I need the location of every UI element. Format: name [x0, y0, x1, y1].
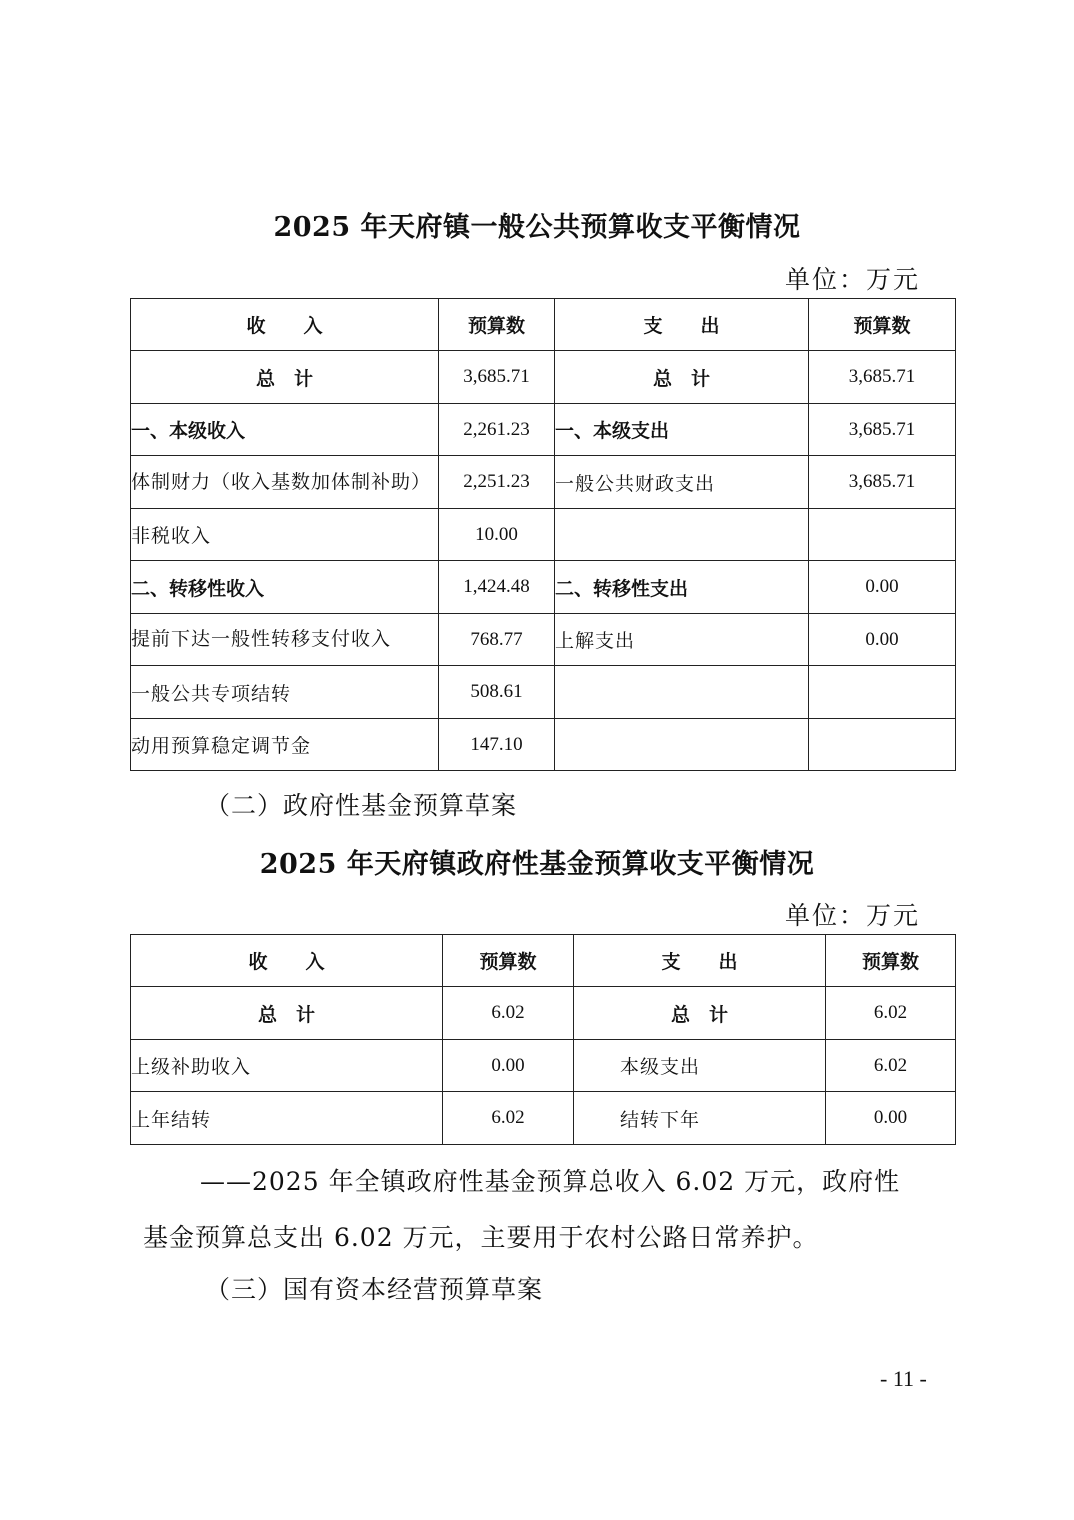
- income-item: 一、本级收入: [131, 404, 439, 456]
- expense-item: 一般公共财政支出: [555, 456, 809, 509]
- income-amount: 1,424.48: [439, 561, 555, 614]
- expense-amount: 6.02: [826, 1040, 956, 1092]
- expense-item: 结转下年: [574, 1092, 826, 1145]
- total-income-label: 总 计: [131, 351, 439, 404]
- header-income-amount: 预算数: [439, 299, 555, 351]
- expense-amount: [809, 666, 956, 719]
- expense-amount: 3,685.71: [809, 404, 956, 456]
- total-income-amount: 6.02: [443, 987, 574, 1040]
- table-row: [131, 561, 956, 614]
- total-row: [131, 987, 956, 1040]
- income-item: 体制财力（收入基数加体制补助）: [131, 456, 439, 509]
- income-item: 二、转移性收入: [131, 561, 439, 614]
- table1-title: 2025 年天府镇一般公共预算收支平衡情况: [273, 212, 801, 243]
- table-row: [131, 509, 956, 561]
- expense-item: [555, 666, 809, 719]
- header-income-amount: 预算数: [443, 935, 574, 987]
- income-amount: 2,251.23: [439, 456, 555, 509]
- expense-amount: 3,685.71: [809, 456, 956, 509]
- table-row: [131, 666, 956, 719]
- expense-item: 二、转移性支出: [555, 561, 809, 614]
- table2-title: 2025 年天府镇政府性基金预算收支平衡情况: [259, 849, 815, 880]
- table2-unit: 单位：万元: [784, 901, 920, 930]
- table1-unit: 单位：万元: [784, 265, 920, 294]
- header-expense: 支 出: [574, 935, 826, 987]
- table-row: [131, 456, 956, 509]
- income-amount: 0.00: [443, 1040, 574, 1092]
- total-row: [131, 351, 956, 404]
- expense-item: 上解支出: [555, 614, 809, 666]
- income-item: 动用预算稳定调节金: [131, 719, 439, 771]
- fund-budget-table: [130, 934, 956, 1145]
- header-income: 收 入: [131, 299, 439, 351]
- total-expense-amount: 6.02: [826, 987, 956, 1040]
- general-budget-table: [130, 298, 956, 771]
- header-income: 收 入: [131, 935, 443, 987]
- income-amount: 6.02: [443, 1092, 574, 1145]
- paragraph-line-1: ——2025 年全镇政府性基金预算总收入 6.02 万元，政府性: [200, 1167, 901, 1196]
- expense-amount: 0.00: [809, 561, 956, 614]
- income-item: 非税收入: [131, 509, 439, 561]
- income-amount: 147.10: [439, 719, 555, 771]
- expense-item: [555, 719, 809, 771]
- income-item: 上级补助收入: [131, 1040, 443, 1092]
- table-header-row: [131, 299, 956, 351]
- income-item: 提前下达一般性转移支付收入: [131, 614, 439, 666]
- expense-amount: [809, 509, 956, 561]
- income-item: 上年结转: [131, 1092, 443, 1145]
- table-row: [131, 404, 956, 456]
- section2-heading: （二）政府性基金预算草案: [205, 791, 518, 820]
- header-expense-amount: 预算数: [809, 299, 956, 351]
- table-row: [131, 719, 956, 771]
- expense-item: [555, 509, 809, 561]
- income-amount: 10.00: [439, 509, 555, 561]
- total-expense-amount: 3,685.71: [809, 351, 956, 404]
- header-expense-amount: 预算数: [826, 935, 956, 987]
- income-amount: 508.61: [439, 666, 555, 719]
- header-expense: 支 出: [555, 299, 809, 351]
- paragraph-line-2: 基金预算总支出 6.02 万元，主要用于农村公路日常养护。: [143, 1223, 819, 1252]
- expense-item: 本级支出: [574, 1040, 826, 1092]
- income-amount: 768.77: [439, 614, 555, 666]
- table-row: [131, 614, 956, 666]
- table-row: [131, 1092, 956, 1145]
- income-amount: 2,261.23: [439, 404, 555, 456]
- total-income-label: 总 计: [131, 987, 443, 1040]
- expense-item: 一、本级支出: [555, 404, 809, 456]
- total-expense-label: 总 计: [574, 987, 826, 1040]
- table-row: [131, 1040, 956, 1092]
- total-expense-label: 总 计: [555, 351, 809, 404]
- income-item: 一般公共专项结转: [131, 666, 439, 719]
- section3-heading: （三）国有资本经营预算草案: [205, 1275, 544, 1304]
- page-number: - 11 -: [880, 1366, 927, 1391]
- total-income-amount: 3,685.71: [439, 351, 555, 404]
- table-header-row: [131, 935, 956, 987]
- expense-amount: 0.00: [809, 614, 956, 666]
- expense-amount: [809, 719, 956, 771]
- expense-amount: 0.00: [826, 1092, 956, 1145]
